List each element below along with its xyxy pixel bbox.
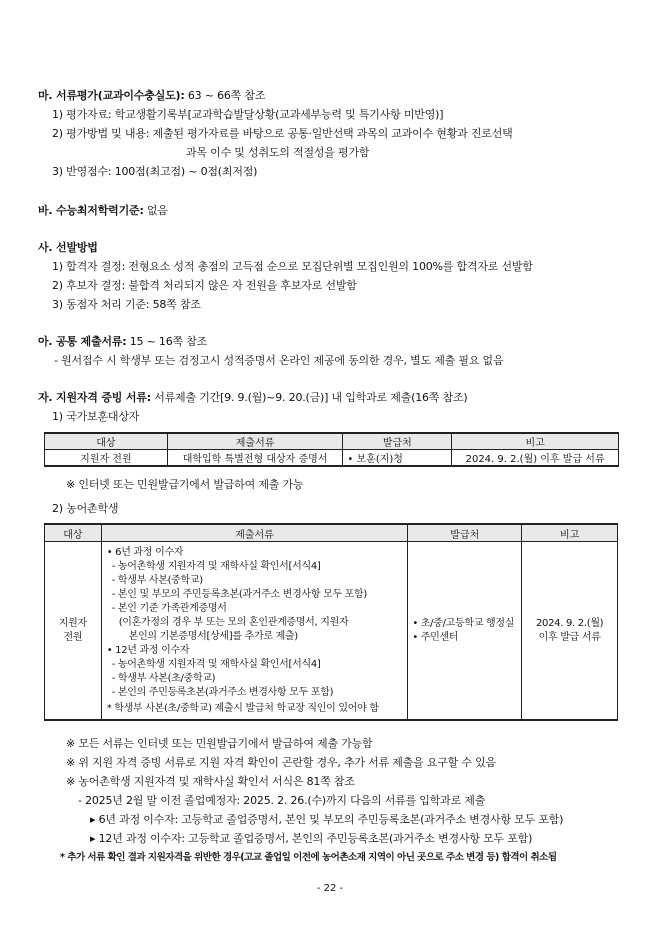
cell-target: 지원자 전원 bbox=[45, 450, 168, 467]
cell-target bbox=[45, 542, 102, 721]
header-issuer: 발급처 bbox=[343, 433, 452, 450]
section-sa-item: 3) 동점자 처리 기준: 58쪽 참조 bbox=[52, 298, 201, 311]
section-sa-item: 1) 합격자 결정: 전형요소 성적 총점의 고득점 순으로 모집단위별 모집인원의 100%를 합격자로 선발함 bbox=[52, 260, 533, 273]
section-ma-heading bbox=[38, 89, 265, 103]
table-header-row bbox=[45, 433, 619, 450]
issuer-line: • 주민센터 bbox=[412, 631, 459, 643]
header-remark: 비고 bbox=[452, 433, 619, 450]
section-ma-title: 마. 서류평가(교과이수충실도): bbox=[38, 89, 185, 102]
section-ma-item: 2) 평가방법 및 내용: 제출된 평가자료를 바탕으로 공통·일반선택 과목의 교과이수 현황과 진로선택 bbox=[52, 127, 513, 140]
table-row bbox=[45, 542, 618, 721]
section-ma-item: 과목 이수 및 성취도의 적절성을 평가함 bbox=[186, 146, 370, 159]
header-target: 대상 bbox=[45, 524, 102, 542]
cell-remark: 2024. 9. 2.(월) 이후 발급 서류 bbox=[452, 450, 619, 467]
section-a-heading bbox=[38, 335, 207, 349]
doc-line: - 농어촌학생 지원자격 및 재학사실 확인서[서식4] bbox=[111, 561, 321, 572]
issuer-line: • 초/중/고등학교 행정실 bbox=[412, 617, 515, 629]
table-header-row bbox=[45, 524, 618, 542]
doc-line: 본인의 기본증명서[상세]를 추가로 제출) bbox=[128, 631, 298, 642]
doc-line: (이혼가정의 경우 부 또는 모의 혼인관계증명서, 지원자 bbox=[118, 617, 349, 628]
cell-issuer: • 보훈(지)청 bbox=[343, 450, 452, 467]
graduate-note: - 2025년 2월 말 이전 졸업예정자: 2025. 2. 26.(수)까지 다음의 서류를 입학과로 제출 bbox=[78, 794, 486, 807]
doc-line: - 학생부 사본(초/중학교) bbox=[111, 673, 216, 684]
section-a-ref: 15 ~ 16쪽 참조 bbox=[126, 335, 208, 348]
doc-line: * 학생부 사본(초/중학교) 제출시 발급처 학교장 직인이 있어야 함 bbox=[106, 703, 379, 714]
doc-line: - 학생부 사본(중학교) bbox=[111, 575, 203, 586]
target-line: 지원자 bbox=[58, 617, 87, 629]
section-ma-item: 1) 평가자료: 학교생활기록부[교과학습발달상황(교과세부능력 및 특기사항 미반영)] bbox=[52, 108, 444, 121]
section-ja-sub2: 2) 농어촌학생 bbox=[52, 502, 119, 515]
doc-line: - 본인의 주민등록초본(과거주소 변경사항 모두 포함) bbox=[111, 687, 334, 698]
header-target: 대상 bbox=[45, 433, 168, 450]
target-line: 전원 bbox=[63, 631, 83, 643]
section-ja-title: 자. 지원자격 증빙 서류: bbox=[38, 391, 151, 404]
section-ba-title: 바. 수능최저학력기준: bbox=[38, 204, 144, 217]
cell-issuer bbox=[408, 542, 522, 721]
section-ja-sub1: 1) 국가보훈대상자 bbox=[52, 410, 140, 423]
header-issuer: 발급처 bbox=[408, 524, 522, 542]
veterans-table bbox=[44, 432, 619, 467]
rural-student-table bbox=[44, 523, 618, 721]
notes-line: ※ 위 지원 자격 증빙 서류로 지원 자격 확인이 곤란할 경우, 추가 서류 제출을 요구할 수 있음 bbox=[66, 756, 496, 769]
header-remark: 비고 bbox=[522, 524, 618, 542]
cell-docs bbox=[101, 542, 408, 721]
cancellation-warning: * 추가 서류 확인 결과 지원자격을 위반한 경우(고교 졸업일 이전에 농어촌소재 지역이 아닌 곳으로 주소 변경 등) 합격이 취소됨 bbox=[60, 852, 557, 863]
doc-line: - 본인 기준 가족관계증명서 bbox=[111, 603, 227, 614]
table-row bbox=[45, 450, 619, 467]
section-ja-note1: ※ 인터넷 또는 민원발급기에서 발급하여 제출 가능 bbox=[66, 478, 304, 491]
section-ba-value: 없음 bbox=[143, 204, 168, 217]
remark-line: 2024. 9. 2.(월) bbox=[535, 617, 604, 629]
notes-line: ※ 모든 서류는 인터넷 또는 민원발급기에서 발급하여 제출 가능함 bbox=[66, 737, 373, 750]
cell-remark bbox=[522, 542, 618, 721]
remark-line: 이후 발급 서류 bbox=[538, 631, 601, 643]
doc-line: - 본인 및 부모의 주민등록초본(과거주소 변경사항 모두 포함) bbox=[111, 589, 368, 600]
section-a-title: 아. 공통 제출서류: bbox=[38, 335, 127, 348]
doc-line: • 6년 과정 이수자 bbox=[106, 547, 184, 558]
cell-docs: 대학입학 특별전형 대상자 증명서 bbox=[167, 450, 343, 467]
section-a-note: - 원서접수 시 학생부 또는 검정고시 성적증명서 온라인 제공에 동의한 경우, 별도 제출 필요 없음 bbox=[54, 354, 504, 367]
section-ba-heading bbox=[38, 204, 168, 218]
section-ja-heading bbox=[38, 391, 467, 405]
doc-line: - 농어촌학생 지원자격 및 재학사실 확인서[서식4] bbox=[111, 659, 321, 670]
section-sa-item: 2) 후보자 결정: 불합격 처리되지 않은 자 전원을 후보자로 선발함 bbox=[52, 279, 357, 292]
section-ma-item: 3) 반영점수: 100점(최고점) ~ 0점(최저점) bbox=[52, 165, 258, 178]
doc-line: • 12년 과정 이수자 bbox=[106, 645, 190, 656]
graduate-item: ▸ 12년 과정 이수자: 고등학교 졸업증명서, 본인의 주민등록초본(과거주소 변경사항 모두 포함) bbox=[90, 832, 533, 845]
section-sa-heading: 사. 선발방법 bbox=[38, 241, 98, 254]
header-docs: 제출서류 bbox=[101, 524, 408, 542]
graduate-item: ▸ 6년 과정 이수자: 고등학교 졸업증명서, 본인 및 부모의 주민등록초본(과거주소 변경사항 모두 포함) bbox=[90, 813, 564, 826]
section-ja-desc: 서류제출 기간[9. 9.(월)~9. 20.(금)] 내 입학과로 제출(16쪽 참조) bbox=[150, 391, 468, 404]
page-number: - 22 - bbox=[316, 883, 344, 894]
section-ma-ref: 63 ~ 66쪽 참조 bbox=[184, 89, 266, 102]
header-docs: 제출서류 bbox=[167, 433, 343, 450]
notes-line: ※ 농어촌학생 지원자격 및 재학사실 확인서 서식은 81쪽 참조 bbox=[66, 775, 355, 788]
